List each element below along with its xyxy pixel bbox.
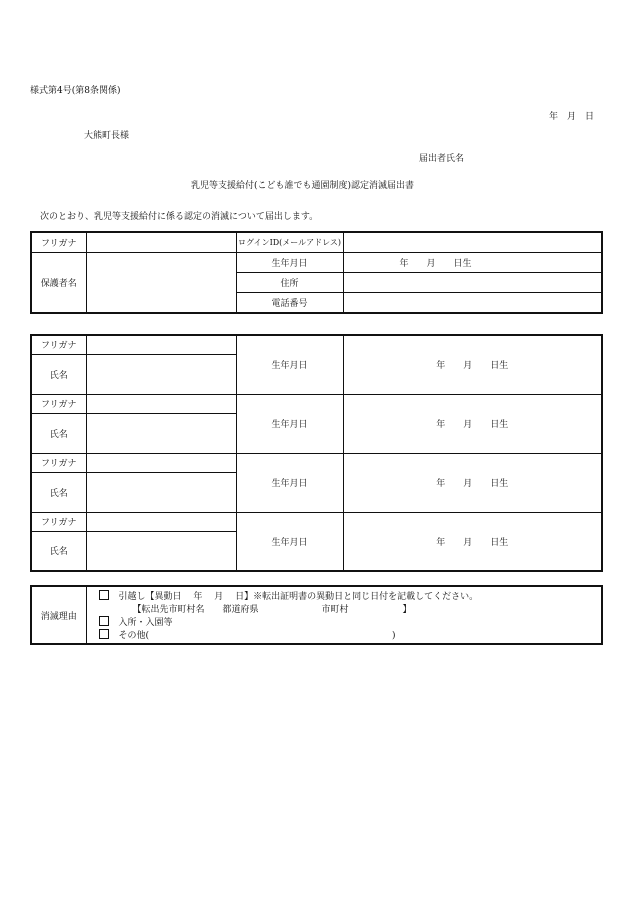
reason-options: [86, 586, 602, 644]
document-title: 乳児等支援給付(こども誰でも通園制度)認定消滅届出書: [191, 181, 415, 191]
child-birth-field[interactable]: 年 月 日生: [343, 453, 602, 512]
child-birth-label: 生年月日: [236, 453, 343, 512]
child-birth-label: 生年月日: [236, 394, 343, 453]
child-birth-label: 生年月日: [236, 335, 343, 394]
phone-field[interactable]: [343, 292, 602, 313]
child-furigana-field[interactable]: [86, 335, 236, 354]
addressee: 大熊町長様: [84, 131, 130, 141]
phone-label: 電話番号: [236, 292, 343, 313]
guardian-furigana-label: フリガナ: [31, 232, 86, 252]
login-id-label: ログインID(メールアドレス): [236, 232, 343, 252]
checkbox-moving[interactable]: [99, 590, 109, 600]
child-birth-label: 生年月日: [236, 512, 343, 571]
guardian-birth-field[interactable]: 年 月 日生: [343, 252, 602, 272]
child-furigana-label: フリガナ: [31, 394, 86, 413]
form-number: 様式第4号(第8条関係): [30, 86, 121, 96]
login-id-field[interactable]: [343, 232, 602, 252]
date-line: 年 月 日: [549, 112, 595, 122]
reason-enrollment-text: 入所・入園等: [118, 618, 173, 628]
address-label: 住所: [236, 272, 343, 292]
child-name-field[interactable]: [86, 472, 236, 512]
child-furigana-label: フリガナ: [31, 512, 86, 531]
child-birth-field[interactable]: 年 月 日生: [343, 394, 602, 453]
reason-destination-text: 【転出先市町村名 都道府県 市町村 】: [132, 605, 412, 615]
guardian-furigana-field[interactable]: [86, 232, 236, 252]
child-name-label: 氏名: [31, 354, 86, 394]
checkbox-enrollment[interactable]: [99, 616, 109, 626]
child-furigana-field[interactable]: [86, 394, 236, 413]
child-furigana-field[interactable]: [86, 512, 236, 531]
reason-label: 消滅理由: [31, 586, 86, 644]
child-name-label: 氏名: [31, 413, 86, 453]
child-birth-field[interactable]: 年 月 日生: [343, 512, 602, 571]
address-field[interactable]: [343, 272, 602, 292]
child-furigana-field[interactable]: [86, 453, 236, 472]
child-name-field[interactable]: [86, 413, 236, 453]
reason-table: [30, 585, 603, 645]
guardian-birth-label: 生年月日: [236, 252, 343, 272]
intro-text: 次のとおり、乳児等支援給付に係る認定の消滅について届出します。: [40, 212, 319, 222]
guardian-table: [30, 231, 603, 314]
child-name-field[interactable]: [86, 531, 236, 571]
children-table: [30, 334, 603, 572]
child-name-label: 氏名: [31, 531, 86, 571]
reason-other-text: その他( ): [118, 631, 396, 641]
guardian-name-label: 保護者名: [31, 252, 86, 313]
child-furigana-label: フリガナ: [31, 453, 86, 472]
child-name-field[interactable]: [86, 354, 236, 394]
guardian-name-field[interactable]: [86, 252, 236, 313]
child-name-label: 氏名: [31, 472, 86, 512]
child-birth-field[interactable]: 年 月 日生: [343, 335, 602, 394]
applicant-name-label: 届出者氏名: [419, 154, 465, 164]
reason-moving-text: 引越し【異動日 年 月 日】※転出証明書の異動日と同じ日付を記載してください。: [118, 592, 479, 602]
child-furigana-label: フリガナ: [31, 335, 86, 354]
checkbox-other[interactable]: [99, 629, 109, 639]
